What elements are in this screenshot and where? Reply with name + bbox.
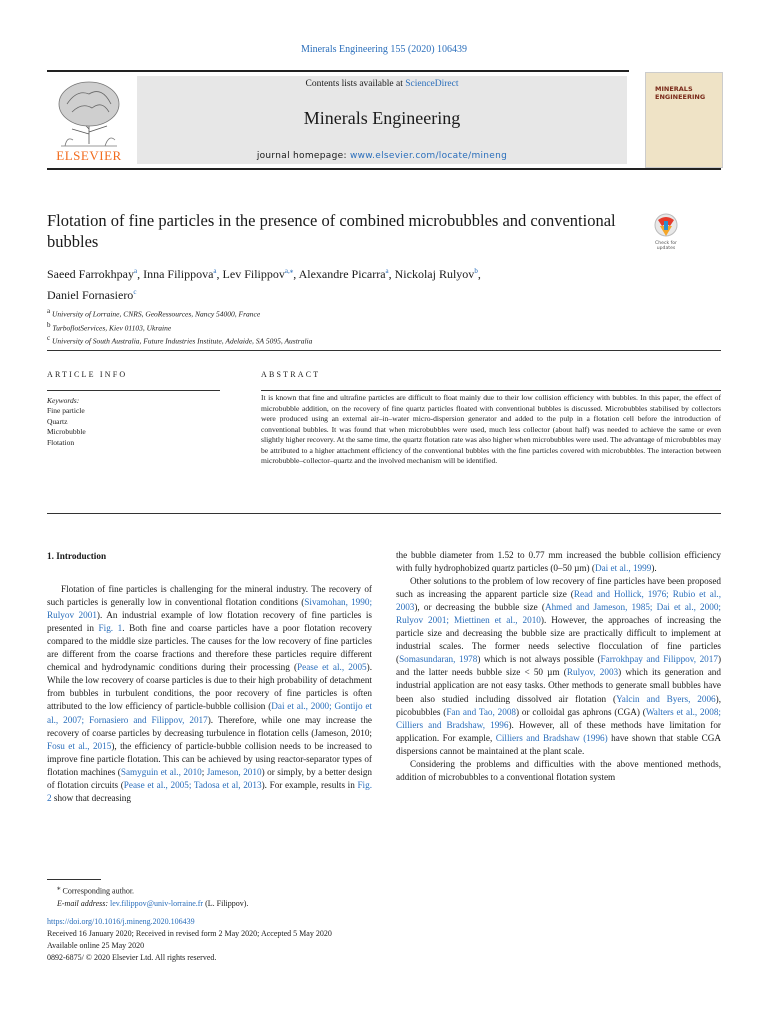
crossmark-icon[interactable] [648,212,684,252]
abstract-text: It is known that fine and ultrafine particles are difficult to float mainly due to their low collision efficiency with bubbles. In this paper, the effect of microbubble addition, on the recovery of fine quartz particles floated with conventional bubbles is discussed. Microbubbles stabilised by collectors were produced using an external air–in–water micro-dispersion generator and added to the pulp in a flotation cell before the introduction of conventional bubbles. It was found that when microbubbles were used, much less collector (about half) was needed to achieve the same or even slightly higher recovery. At the same time, the quartz flotation rate was also higher when microbubbles were used. The advantage of microbubbles may be attributed to a higher attachment efficiency of the conventional bubbles with the fine particles covered with microbubbles. The interaction between microbubble–collector–quartz and the involved mechanism will be identified. [261,393,721,465]
citation-link[interactable]: Yalcin and Byers, 2006 [616,693,716,704]
elsevier-wordmark: ELSEVIER [56,148,122,163]
body-text: ). Therefore, while one may increase the recovery of coarse particles by decreasing turbulence in flotation cells (Jameson, 2010; [47,714,372,738]
doi-link[interactable]: https://doi.org/10.1016/j.mineng.2020.106439 [47,917,195,926]
affiliation-mark: b [47,320,51,329]
author-name[interactable]: Inna Filippova [143,267,214,281]
affiliation-text: TurboflotServices, Kiev 01103, Ukraine [50,323,172,332]
body-paragraph [396,575,721,758]
citation-link[interactable]: Pease et al., 2005; Tadosa et al, 2013 [123,779,262,790]
body-paragraph [396,549,721,575]
body-text: ). However, all of these methods have limitation for application. For example, [396,719,721,743]
author-affiliation-mark[interactable]: a [385,267,389,275]
journal-homepage-line [137,151,627,161]
body-text: . Both fine and coarse particles have a poor flotation recovery compared to the middle size particles. The causes for the low recovery of fine particles are different from the coarse fractions and therefore these particles require different chemical and hydrodynamic conditions during their processing ( [47,623,372,673]
body-paragraph [396,758,721,784]
citation-link[interactable]: Cilliers and Bradshaw (1996) [495,732,608,743]
journal-reference-link[interactable]: Minerals Engineering 155 (2020) 106439 [300,44,468,55]
abstract-divider [261,390,721,391]
citation-link[interactable]: Fig. 2 [47,779,372,803]
author-name[interactable]: Nickolaj Rulyov [394,267,475,281]
body-text: ) or simply, by a better design of flotation circuits ( [47,766,373,790]
body-text: Other solutions to the problem of low recovery of fine particles have been proposed such as increasing the apparent particle size ( [396,576,721,600]
body-text: ). An industrial example of low flotation recovery of fine particles is presented in [47,610,372,634]
journal-name: Minerals Engineering [303,108,461,128]
header-bottom-rule [47,168,721,170]
footnote-mark: ⁎ [57,884,61,892]
article-title: Flotation of fine particles in the presence of combined microbubbles and conventional bubbles [47,211,616,251]
body-text: have shown that stable CGA dispersions cannot be maintained at the plant scale. [396,732,721,756]
section-heading: 1. Introduction [47,551,107,561]
email-link[interactable]: lev.filippov@univ-lorraine.fr [110,898,204,908]
sciencedirect-link[interactable]: ScienceDirect [405,79,459,89]
cover-title-line2: ENGINEERING [655,92,706,101]
article-info-divider [47,390,220,391]
affiliation-text: University of Lorraine, CNRS, GeoRessources, Nancy 54000, France [50,309,261,319]
body-text: show that decreasing [51,792,131,803]
body-text: ). For example, results in [261,779,358,790]
citation-link[interactable]: Fig. 1 [98,623,123,634]
body-text: ). However, the approaches of increasing the particle size and decreasing the bubble size are practically difficult to implement at industrial scales. The former needs selective flocculation of fine particles ( [396,615,721,665]
available-online: Available online 25 May 2020 [47,941,145,950]
body-text: ; [201,766,207,777]
affiliation-item [47,333,687,347]
citation-link[interactable]: Rulyov, 2003 [566,667,619,678]
citation-link[interactable]: Dai et al., 1999 [594,563,652,574]
keywords-block [47,396,217,448]
author-affiliation-mark[interactable]: a [133,267,138,275]
corresponding-label: Corresponding author. [62,886,135,896]
author-name[interactable]: Saeed Farrokhpay [47,267,134,281]
author-affiliation-mark[interactable]: a,⁎ [284,267,294,275]
footnotes [57,882,457,910]
author-list: Saeed Farrokhpay$^a$, Inna Filippova$^a$, Lev Filippov$^{a,⁎}$, Alexandre Picarra$^a$, Nickolaj Rulyov$^b$, Daniel Fornasiero$^c$ [47,267,481,302]
affiliation-item [47,306,687,320]
keyword-item: Fine particle [47,406,85,416]
cover-title [655,86,705,101]
body-text: ) which is not always possible ( [477,654,601,665]
body-text: ). While the low recovery of coarse particles is due to their high probability of detachment from bubbles in turbulent conditions, the poor recovery of fine particles is often attributed to the low efficiency of particle-bubble collision ( [47,662,372,712]
crossmark-label-line1: Check for [655,241,677,246]
abstract-heading: ABSTRACT [261,370,321,379]
citation-link[interactable]: Fosu et al., 2015 [47,740,112,751]
crossmark-label-line2: updates [656,246,676,251]
section-divider [47,513,721,514]
citation-link[interactable]: Ahmed and Jameson, 1985; Dai et al., 2000; Rulyov 2001; Miettinen et al., 2010 [396,602,721,626]
citation-link[interactable]: Dai et al., 2000; Gontijo et al., 2007; Fornasiero and Filippov, 2017 [47,701,372,725]
keywords-label: Keywords: [47,396,80,405]
body-text: ) which its generation and industrial application are not easy tasks. Other methods to generate small bubbles have been also studied including dissolved air flotation ( [396,667,721,704]
author-affiliation-mark[interactable]: b [474,267,478,275]
body-text: ), the efficiency of particle-bubble collision needs to be increased to improve fine particle flotation. This can be achieved by using reactor-separator types of flotation machines ( [47,740,372,777]
copyright-line: 0892-6875/ © 2020 Elsevier Ltd. All rights reserved. [47,953,217,962]
citation-link[interactable]: Farrokhpay and Filippov, 2017 [600,654,718,665]
affiliations [47,306,687,347]
affiliation-mark: a [47,307,51,315]
citation-link[interactable]: Sivamohan, 1990; Rulyov 2001 [47,597,372,621]
contents-prefix: Contents lists available at [305,79,406,89]
citation-link[interactable]: Pease et al., 2005 [297,662,367,673]
author-name[interactable]: Alexandre Picarra [298,267,386,281]
keyword-item: Quartz [47,416,68,426]
body-text: the bubble diameter from 1.52 to 0.77 mm increased the bubble collision efficiency with fully hydrophobized quartz particles (0–50 µm) ( [396,550,721,574]
citation-link[interactable]: Walters et al., 2008; Cilliers and Bradshaw, 1996 [396,706,721,730]
email-label: E-mail address: [57,898,111,908]
body-text: Flotation of fine particles is challenging for the mineral industry. The recovery of such particles is generally low in conventional flotation conditions ( [47,584,372,608]
article-info-heading: ARTICLE INFO [47,370,128,379]
body-text: ) and the latter needs bubble size < 50 µm ( [396,654,722,678]
author-name[interactable]: Lev Filippov [222,267,285,281]
homepage-link[interactable]: www.elsevier.com/locate/mineng [349,151,508,161]
email-note [57,898,457,910]
homepage-prefix: journal homepage: [256,151,350,161]
body-text: ), or decreasing the bubble size ( [414,602,545,613]
cover-title-line1: MINERALS [655,85,693,93]
citation-link[interactable]: Somasundaran, 1978 [399,654,478,665]
email-suffix: (L. Filippov). [203,898,249,908]
affiliation-item [47,320,687,334]
affiliation-text: University of South Australia, Future Industries Institute, Adelaide, SA 5095, Australia [50,336,313,346]
affiliation-mark: c [47,334,51,342]
keyword-item: Microbubble [47,427,86,437]
body-paragraph [47,583,372,805]
keyword-item: Flotation [47,437,75,447]
citation-link[interactable]: Read and Hollick, 1976; Rubio et al., 2003 [396,589,721,613]
body-column-right [396,549,721,784]
author-affiliation-mark[interactable]: c [133,288,137,296]
body-text: Considering the problems and difficulties with the above mentioned methods, addition of microbubbles to a conventional flotation system [396,758,721,782]
body-text: ). [651,563,657,574]
body-text: ) or colloidal gas aphrons (CGA) ( [516,706,646,717]
footnote-rule [47,879,101,880]
author-name[interactable]: Daniel Fornasiero [47,288,134,302]
body-column-left [47,550,372,805]
contents-line [137,79,627,89]
section-divider [47,350,721,351]
body-text: ), picobubbles ( [396,693,721,717]
citation-link[interactable]: Samyguin et al., 2010 [120,766,202,777]
citation-link[interactable]: Fan and Tao, 2008 [446,706,517,717]
citation-link[interactable]: Jameson, 2010 [206,766,262,777]
publication-metadata [47,916,547,964]
corresponding-author-note [57,882,457,898]
history-dates: Received 16 January 2020; Received in revised form 2 May 2020; Accepted 5 May 2020 [47,929,332,938]
author-affiliation-mark[interactable]: a [213,267,217,275]
